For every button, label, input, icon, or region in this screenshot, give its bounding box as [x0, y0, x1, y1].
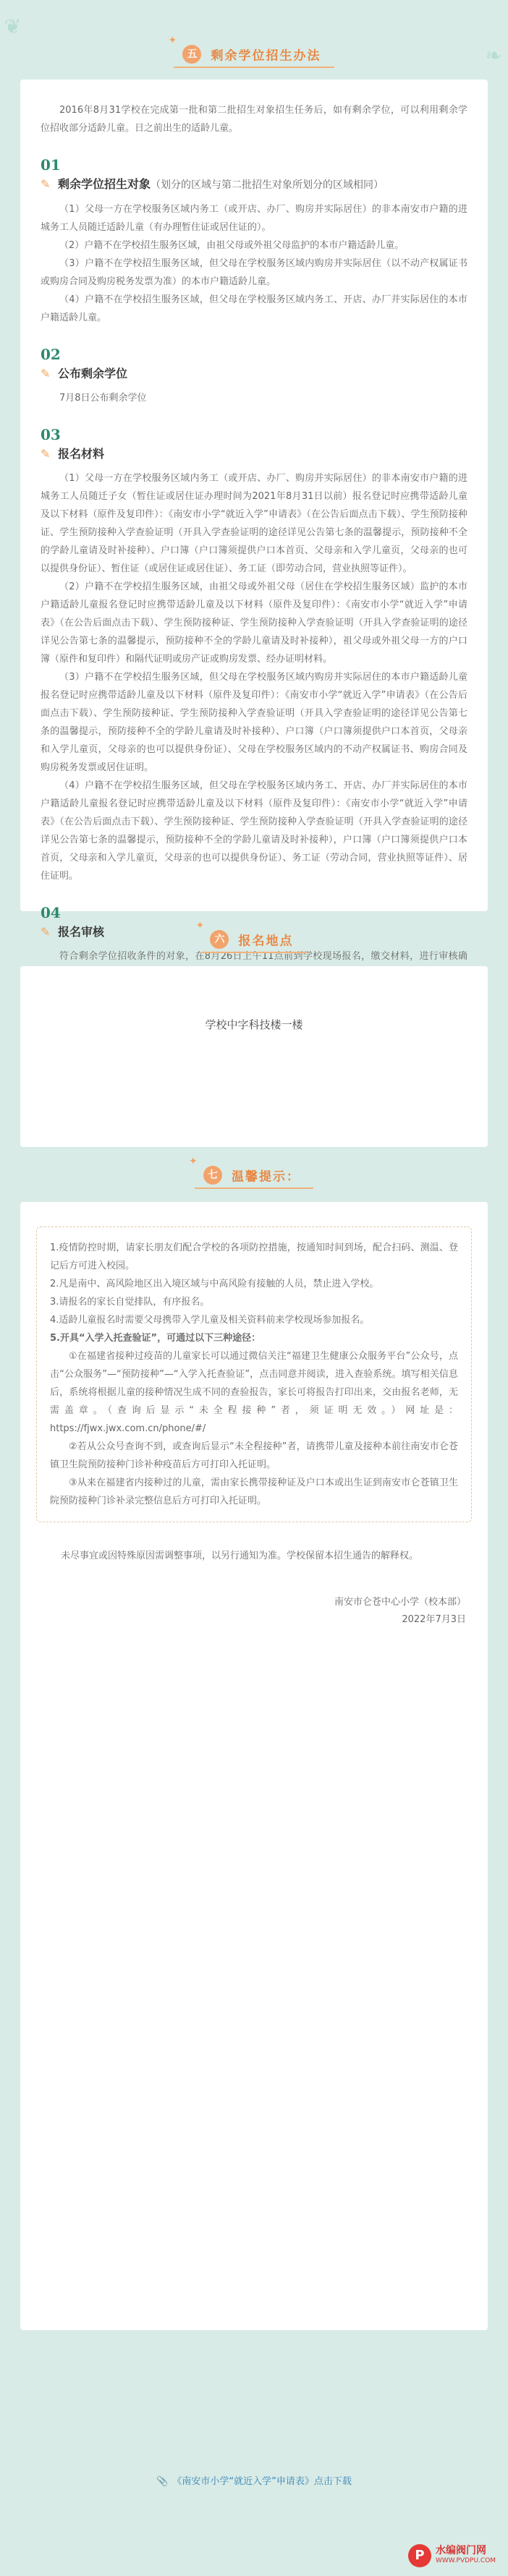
section5-title: 剩余学位招生办法: [211, 48, 321, 64]
watermark-name: 水编阀门网: [436, 2545, 486, 2556]
signature-org: 南安市仑苍中心小学（校本部）: [334, 1597, 466, 1608]
watermark-url: WWW.PVDPU.COM: [436, 2557, 496, 2564]
watermark: [408, 2541, 502, 2570]
paragraph: （3）户籍不在学校招生服务区域，但父母在学校服务区域内购房并实际居住（以不动产权属证书或购房合同及购房税务发票为准）的本市户籍适龄儿童。: [41, 258, 467, 287]
tip-item: 2.凡是南中、高风险地区出入境区域与中高风险有接触的人员，禁止进入学校。: [50, 1279, 379, 1289]
paragraph: 符合剩余学位招收条件的对象，在8月26日上午11点前到学校现场报名，缴交材料，进行审核确: [59, 951, 467, 962]
subsection-title: 报名审核: [58, 925, 105, 939]
subsection-title: 报名材料: [58, 447, 105, 461]
sparkle-icon: ✦: [195, 920, 205, 931]
pen-icon: ✎: [41, 447, 51, 461]
section6-title: 报名地点: [238, 934, 294, 949]
pen-icon: ✎: [41, 177, 51, 191]
leaf-decoration-icon: ❦: [4, 14, 22, 38]
section5-number: 五: [182, 45, 201, 64]
subsection-number: 04: [41, 904, 61, 921]
paragraph: （4）户籍不在学校招生服务区域，但父母在学校服务区域内务工、开店、办厂并实际居住的本市户籍适龄儿童。: [41, 294, 467, 323]
subsection-number: 02: [41, 346, 61, 363]
section6-card: [20, 966, 488, 1147]
tip-sub-item: ①在福建省接种过疫苗的儿童家长可以通过微信关注“福建卫生健康公众服务平台”公众号，点击“公众服务”—“预防接种”—“入学入托查验证”，点击同意并阅读，进入查验系统。填写相关信息后，系统将根据儿童的接种情况生成不同的查验报告，家长可将报告打印出来，交由报名老师，无需盖章。（查询后显示“未全程接种”者，须证明无效。）网址是：https://fjwx.jwx.com.cn/phone/#/: [50, 1351, 458, 1434]
tip-item: 4.适龄儿童报名时需要父母携带入学儿童及相关资料前来学校现场参加报名。: [50, 1315, 370, 1326]
closing-text: 未尽事宜或因特殊原因需调整事项，以另行通知为准。学校保留本招生通告的解释权。: [61, 1551, 419, 1561]
section7-number: 七: [203, 1166, 222, 1185]
subsection-title: 公布剩余学位: [58, 367, 128, 380]
paragraph: 7月8日公布剩余学位: [59, 393, 147, 404]
tip-sub-item: ③从来在福建省内接种过的儿童，需由家长携带接种证及户口本或出生证到南安市仑苍镇卫生院预防接种门诊补录完整信息后方可打印入托证明。: [50, 1477, 458, 1506]
section7-banner: [0, 1156, 508, 1189]
paperclip-icon: 📎: [156, 2476, 169, 2487]
subsection-title: [58, 176, 384, 193]
watermark-logo-icon: P: [408, 2544, 431, 2567]
closing-block: [20, 1532, 488, 1565]
pen-icon: ✎: [41, 925, 51, 939]
subsection-02: [41, 346, 467, 382]
section6-banner: [0, 920, 508, 953]
paragraph: （1）父母一方在学校服务区域内务工（或开店、办厂、购房并实际居住）的非本南安市户籍的进城务工人员随迁子女（暂住证或居住证办理时间为2021年8月31日以前）报名登记时应携带适龄儿童及以下材料（原件及复印件）：《南安市小学“就近入学”申请表》（在公告后面点击下载）、学生预防接种证、学生预防接种入学查验证明（开具入学查验证明的途径详见公告第七条的温馨提示，预防接种不全的学龄儿童请及时补接种）、户口簿（户口簿须提供户口本首页、父母亲和入学儿童页，父母亲的也可以提供身份证）、暂住证（或居住证或居住证）、务工证（即劳动合同，营业执照等证件）。: [41, 473, 467, 574]
subsection-title-text: 剩余学位招生对象: [58, 177, 151, 191]
signature-date: 2022年7月3日: [402, 1614, 466, 1625]
section7-card: [20, 1202, 488, 2330]
download-link-row[interactable]: [0, 2473, 508, 2487]
subsection-title-note: （划分的区域与第二批招生对象所划分的区域相同）: [151, 179, 384, 191]
tip-item: 1.疫情防控时期，请家长朋友们配合学校的各项防控措施，按通知时间到场，配合扫码、测温、登记后方可进入校园。: [50, 1242, 458, 1271]
paragraph: （4）户籍不在学校招生服务区域，但父母在学校服务区域内务工、开店、办厂并实际居住的本市户籍适龄儿童报名登记时应携带适龄儿童及以下材料（原件及复印件）：《南安市小学“就近入学”申请表》（在公告后面点击下载）、学生预防接种证、学生预防接种入学查验证明（开具入学查验证明的途径详见公告第七条的温馨提示，预防接种不全的学龄儿童请及时补接种），户口簿（户口簿须提供户口本首页，父母亲和入学儿童页，父母亲的也可以提供身份证）、务工证（劳动合同，营业执照等证件）、居住证明。: [41, 780, 467, 882]
paragraph: （2）户籍不在学校招生服务区域，由祖父母或外祖父母（居住在学校招生服务区域）监护的本市户籍适龄儿童报名登记时应携带适龄儿童及以下材料（原件及复印件）：《南安市小学“就近入学”申请表》（在公告后面点击下载）、学生预防接种证、学生预防接种入学查验证明（开具入学查验证明的途径详见公告第七条的温馨提示，预防接种不全的学龄儿童请及时补接种），祖父母或外祖父母一方的户口簿（原件和复印件）和隔代证明或房产证或购房发票、经办证明材料。: [41, 581, 467, 665]
tip-item: 5.开具“入学入托查验证”，可通过以下三种途径：: [50, 1333, 261, 1344]
registration-location: 学校中字科技楼一楼: [205, 1018, 303, 1031]
subsection-number: 01: [41, 156, 61, 174]
subsection-03: [41, 426, 467, 462]
paragraph: （3）户籍不在学校招生服务区域，但父母在学校服务区域内购房并实际居住的本市户籍适龄儿童报名登记时应携带适龄儿童及以下材料（原件及复印件）：《南安市小学“就近入学”申请表》（在公告后面点击下载）、学生预防接种证、学生预防接种入学查验证明（开具入学查验证明的途径详见公告第七条的温馨提示，预防接种不全的学龄儿童请及时补接种）、户口簿（户口簿须提供户口本首页，父母亲和入学儿童页，父母亲的也可以提供身份证）、父母在学校服务区域内的不动产权属证书、购房合同及购房税务发票或居住证明。: [41, 672, 467, 773]
section7-title: 温馨提示：: [232, 1169, 301, 1185]
tip-sub-item: ②若从公众号查询不到，或查询后显示“未全程接种”者，请携带儿童及接种本前往南安市仑苍镇卫生院预防接种门诊补种疫苗后方可打印入托证明。: [50, 1441, 458, 1470]
section6-number: 六: [210, 930, 229, 949]
download-link[interactable]: 《南安市小学“就近入学”申请表》点击下载: [172, 2476, 352, 2487]
section5-banner: [0, 35, 508, 68]
subsection-01: [41, 156, 467, 193]
leaf-decoration-icon: ❧: [485, 43, 502, 67]
pen-icon: ✎: [41, 367, 51, 380]
paragraph: （2）户籍不在学校招生服务区域，由祖父母或外祖父母监护的本市户籍适龄儿童。: [59, 240, 405, 251]
paragraph: （1）父母一方在学校服务区域内务工（或开店、办厂、购房并实际居住）的非本南安市户籍的进城务工人员随迁适龄儿童（有办理暂住证或居住证的）。: [41, 204, 467, 233]
sparkle-icon: ✦: [188, 1156, 198, 1167]
tips-box: [36, 1227, 472, 1522]
signature-block: [20, 1594, 488, 1629]
sparkle-icon: ✦: [168, 35, 177, 46]
subsection-number: 03: [41, 426, 61, 443]
tip-item: 3.请报名的家长自觉排队，有序报名。: [50, 1297, 210, 1308]
section5-intro: 2016年8月31学校在完成第一批和第二批招生对象招生任务后，如有剩余学位，可以利用剩余学位招收部分适龄儿童。日之前出生的适龄儿童。: [41, 105, 467, 134]
